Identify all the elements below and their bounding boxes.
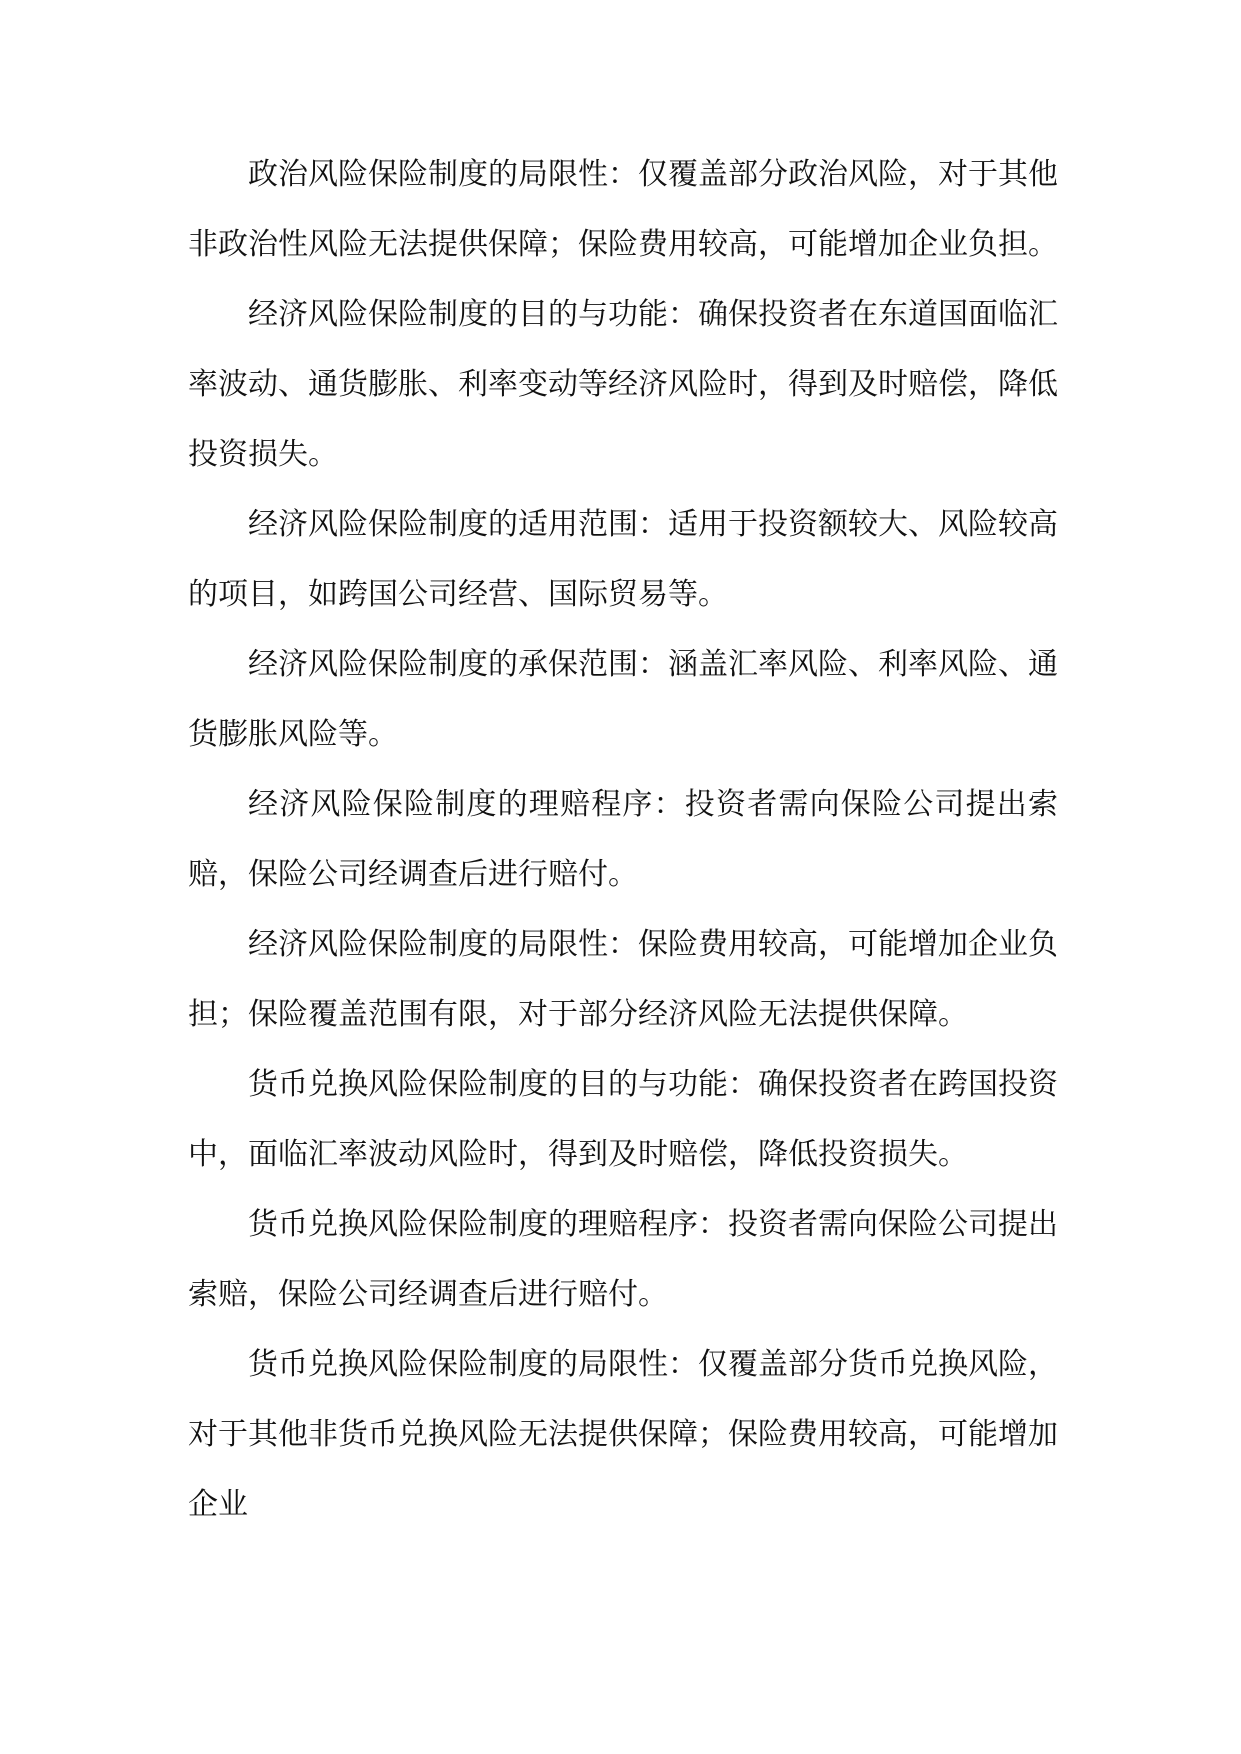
paragraph-currency-risk-claims: 货币兑换风险保险制度的理赔程序：投资者需向保险公司提出索赔，保险公司经调查后进行赔付。 — [188, 1207, 1058, 1312]
paragraph-economic-risk-scope: 经济风险保险制度的适用范围：适用于投资额较大、风险较高的项目，如跨国公司经营、国际贸易等。 — [188, 507, 1058, 612]
paragraph-economic-risk-claims: 经济风险保险制度的理赔程序：投资者需向保险公司提出索赔，保险公司经调查后进行赔付。 — [188, 787, 1058, 892]
paragraph-political-risk-limitations: 政治风险保险制度的局限性：仅覆盖部分政治风险，对于其他非政治性风险无法提供保障；保险费用较高，可能增加企业负担。 — [188, 157, 1058, 262]
paragraph-currency-risk-limitations: 货币兑换风险保险制度的局限性：仅覆盖部分货币兑换风险，对于其他非货币兑换风险无法提供保障；保险费用较高，可能增加企业 — [188, 1347, 1058, 1522]
paragraph-economic-risk-limitations: 经济风险保险制度的局限性：保险费用较高，可能增加企业负担；保险覆盖范围有限，对于部分经济风险无法提供保障。 — [188, 927, 1058, 1032]
paragraph-currency-risk-purpose: 货币兑换风险保险制度的目的与功能：确保投资者在跨国投资中，面临汇率波动风险时，得到及时赔偿，降低投资损失。 — [188, 1067, 1058, 1172]
paragraph-economic-risk-purpose: 经济风险保险制度的目的与功能：确保投资者在东道国面临汇率波动、通货膨胀、利率变动等经济风险时，得到及时赔偿，降低投资损失。 — [188, 297, 1058, 472]
paragraph-economic-risk-coverage: 经济风险保险制度的承保范围：涵盖汇率风险、利率风险、通货膨胀风险等。 — [188, 647, 1058, 752]
document-body — [188, 140, 1058, 1540]
